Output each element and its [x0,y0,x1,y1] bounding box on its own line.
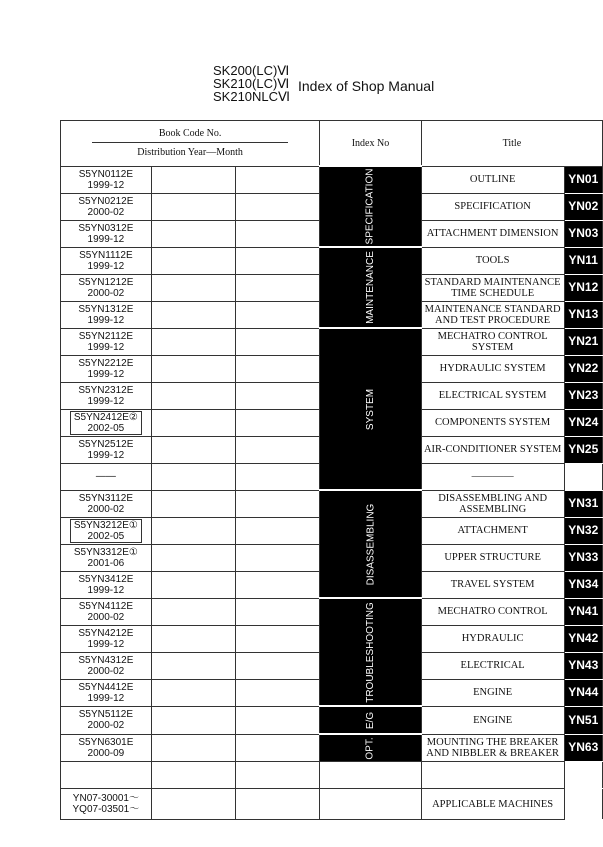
index-code-label: YN51 [564,706,603,734]
title-cell: STANDARD MAINTENANCE TIME SCHEDULE [421,274,564,301]
blank-cell [151,625,235,652]
index-code-label: YN21 [564,328,603,355]
book-code: S5YN2512E [78,438,134,450]
distribution-date: 1999-12 [87,692,125,704]
index-table [60,120,603,820]
book-code-cell [61,789,152,820]
index-group-label: SPECIFICATION [364,168,376,245]
book-code: S5YN0312E [78,222,134,234]
title-cell: COMPONENTS SYSTEM [421,409,564,436]
index-group-label: MAINTENANCE [364,251,376,324]
distribution-date: 1999-12 [87,638,125,650]
blank-cell [151,274,235,301]
book-code: S5YN6301E [78,736,134,748]
blank-cell [151,193,235,220]
blank-cell [235,789,319,820]
blank-cell [151,490,235,517]
book-code: S5YN4212E [78,627,134,639]
index-code-label: YN32 [564,517,603,544]
title-cell: SPECIFICATION [421,193,564,220]
index-code-label: YN02 [564,193,603,220]
blank-cell [151,679,235,706]
blank-cell [235,490,319,517]
blank-cell [151,544,235,571]
book-code-cell [61,762,152,789]
book-code-header: Book Code No. Distribution Year—Month [61,121,320,167]
blank-cell [151,789,235,820]
index-code-label: YN12 [564,274,603,301]
blank-cell [235,301,319,328]
book-code-cell [61,382,152,409]
book-code-cell [61,328,152,355]
book-code: —— [95,471,116,482]
blank-cell [235,679,319,706]
blank-cell [151,706,235,734]
distribution-date: 2000-02 [87,611,125,623]
title-cell: ELECTRICAL SYSTEM [421,382,564,409]
index-group [320,328,422,490]
distribution-date: 1999-12 [87,584,125,596]
table-row [61,706,603,734]
blank-cell [235,436,319,463]
title-cell: MECHATRO CONTROL SYSTEM [421,328,564,355]
distribution-date: 2000-02 [87,720,125,731]
book-code-cell [61,166,152,193]
index-code-label: YN33 [564,544,603,571]
title-cell: TOOLS [421,247,564,274]
title-cell: HYDRAULIC [421,625,564,652]
index-code-label: YN44 [564,679,603,706]
book-code-cell [61,706,152,734]
table-row [61,789,603,820]
blank-cell [235,220,319,247]
book-code: S5YN4412E [78,681,134,693]
blank-cell [235,274,319,301]
book-code: S5YN1112E [79,249,133,261]
blank-cell [151,247,235,274]
title-cell: ———— [421,463,564,490]
title-cell: TRAVEL SYSTEM [421,571,564,598]
table-row [61,734,603,762]
index-group-label: OPT. [364,736,376,760]
index-group [320,166,422,247]
distribution-date: YQ07-03501～ [72,804,140,815]
blank-cell [235,463,319,490]
title-cell: DISASSEMBLING AND ASSEMBLING [421,490,564,517]
book-code-cell [61,355,152,382]
book-code-cell [61,652,152,679]
index-code-label [564,789,603,820]
distribution-date: 1999-12 [87,449,125,461]
blank-cell [235,625,319,652]
blank-cell [151,436,235,463]
distribution-date: 2002-05 [87,422,125,434]
book-code: S5YN4112E [78,600,134,612]
title-cell: ATTACHMENT [421,517,564,544]
book-code-cell [61,734,152,762]
book-code-cell [61,409,152,436]
book-code-cell [61,490,152,517]
book-code-cell [61,220,152,247]
blank-cell [235,517,319,544]
index-group-label: E/G [364,711,376,729]
book-code-cell [61,301,152,328]
blank-cell [151,734,235,762]
book-code-cell [61,436,152,463]
title-cell: ATTACHMENT DIMENSION [421,220,564,247]
blank-cell [151,409,235,436]
title-cell: ENGINE [421,679,564,706]
book-code: S5YN2412E② [73,411,138,423]
distribution-date: 2002-05 [87,530,125,542]
title-cell: AIR-CONDITIONER SYSTEM [421,436,564,463]
distribution-date: 2000-02 [87,287,125,299]
distribution-date: 1999-12 [87,341,125,353]
title-cell: ELECTRICAL [421,652,564,679]
index-code-label: YN42 [564,625,603,652]
index-group [320,490,422,598]
index-code-label: YN03 [564,220,603,247]
book-code-cell [61,463,152,490]
index-group-label: TROUBLESHOOTING [364,601,376,703]
book-code: S5YN3112E [78,492,134,504]
blank-cell [151,598,235,625]
table-row [61,247,603,274]
book-code: S5YN0212E [78,195,134,207]
blank-cell [151,328,235,355]
index-group [320,706,422,734]
blank-cell [235,706,319,734]
book-code: S5YN3412E [78,573,134,585]
blank-cell [235,762,319,789]
book-code: S5YN3312E① [73,546,138,558]
book-code: S5YN2312E [78,384,134,396]
blank-cell [235,734,319,762]
distribution-date: 1999-12 [87,368,125,380]
blank-cell [235,166,319,193]
blank-cell [235,193,319,220]
book-code: S5YN0112E [78,168,134,180]
book-code-cell [61,544,152,571]
index-code-label: YN22 [564,355,603,382]
blank-cell [151,463,235,490]
blank-cell [235,382,319,409]
model-list [213,64,290,103]
distribution-date: 1999-12 [87,395,125,407]
blank-cell [235,544,319,571]
index-code-label [564,762,603,789]
distribution-date: 2000-02 [87,665,125,677]
blank-cell [151,220,235,247]
model-name: SK210(LC)Ⅵ [213,76,290,91]
table-row [61,598,603,625]
index-group [320,734,422,762]
blank-cell [151,382,235,409]
title-cell: MECHATRO CONTROL [421,598,564,625]
index-code-label [564,463,603,490]
book-code-cell [61,571,152,598]
title-cell: UPPER STRUCTURE [421,544,564,571]
distribution-date: 2000-02 [87,206,125,218]
blank-cell [151,166,235,193]
page-title: Index of Shop Manual [298,78,435,94]
index-code-label: YN34 [564,571,603,598]
book-code-cell [61,193,152,220]
title-cell: MOUNTING THE BREAKER AND NIBBLER & BREAKER [421,734,564,762]
index-group [320,789,422,820]
title-cell: MAINTENANCE STANDARD AND TEST PROCEDURE [421,301,564,328]
book-code: S5YN2212E [78,357,134,369]
blank-cell [235,247,319,274]
distribution-date: 1999-12 [87,314,125,326]
index-code-label: YN31 [564,490,603,517]
blank-cell [151,762,235,789]
title-cell: ENGINE [421,706,564,734]
table-row [61,490,603,517]
distribution-date: 2001-06 [87,557,125,569]
book-code-cell [61,274,152,301]
model-name: SK200(LC)Ⅵ [213,63,290,78]
book-code-cell [61,247,152,274]
index-code-label: YN24 [564,409,603,436]
blank-cell [151,652,235,679]
index-code-label: YN13 [564,301,603,328]
blank-cell [235,652,319,679]
blank-cell [235,571,319,598]
blank-cell [151,301,235,328]
book-code: YN07-30001～ [72,793,139,804]
distribution-date: 1999-12 [87,260,125,272]
book-code: S5YN4312E [78,654,134,666]
blank-cell [235,598,319,625]
book-code-cell [61,679,152,706]
title-cell [421,762,564,789]
index-code-label: YN11 [564,247,603,274]
index-group [320,247,422,328]
index-group [320,762,422,789]
title-cell: HYDRAULIC SYSTEM [421,355,564,382]
index-code-label: YN41 [564,598,603,625]
title-cell: OUTLINE [421,166,564,193]
book-code-cell [61,625,152,652]
index-no-header: Index No [320,121,422,167]
book-code: S5YN1312E [78,303,134,315]
blank-cell [235,355,319,382]
distribution-date: 2000-02 [87,503,125,515]
book-code: S5YN2112E [78,330,134,342]
blank-cell [235,409,319,436]
index-code-label: YN23 [564,382,603,409]
book-code: S5YN1212E [78,276,134,288]
distribution-date: 2000-09 [87,747,125,759]
distribution-date: 1999-12 [87,233,125,245]
table-row [61,762,603,789]
book-code-cell [61,598,152,625]
book-code: S5YN5112E [78,709,134,720]
index-code-label: YN25 [564,436,603,463]
index-code-label: YN01 [564,166,603,193]
blank-cell [151,517,235,544]
index-group-label: SYSTEM [364,388,376,430]
model-name: SK210NLCⅥ [213,89,291,104]
table-row [61,328,603,355]
title-cell: APPLICABLE MACHINES [421,789,564,820]
index-group [320,598,422,706]
blank-cell [235,328,319,355]
table-row [61,166,603,193]
blank-cell [151,571,235,598]
distribution-date: 1999-12 [87,179,125,191]
book-code-cell [61,517,152,544]
blank-cell [151,355,235,382]
index-code-label: YN43 [564,652,603,679]
book-code: S5YN3212E① [73,519,138,531]
index-code-label: YN63 [564,734,603,762]
index-group-label: DISASSEMBLING [364,503,376,585]
title-header: Title [421,121,602,167]
